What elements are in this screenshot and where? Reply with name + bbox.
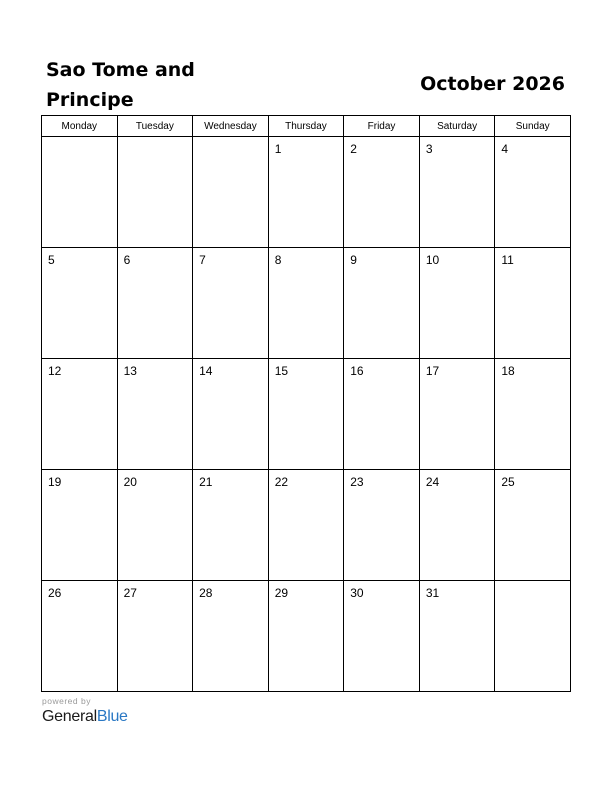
day-number: 28 (199, 586, 213, 600)
day-number: 30 (350, 586, 364, 600)
day-number: 25 (501, 475, 515, 489)
day-cell (344, 470, 420, 581)
brand-logo[interactable] (42, 707, 128, 727)
day-cell (495, 248, 571, 359)
brand-name-blue: Blue (96, 708, 128, 725)
day-cell (42, 248, 118, 359)
day-cell (344, 359, 420, 470)
day-number: 5 (48, 253, 55, 267)
day-number: 19 (48, 475, 62, 489)
day-number (495, 581, 570, 586)
day-cell (495, 137, 571, 248)
day-cell (344, 581, 420, 692)
day-cell (193, 359, 269, 470)
day-number: 12 (48, 364, 62, 378)
day-cell (419, 137, 495, 248)
day-number: 22 (274, 475, 289, 489)
day-cell (117, 248, 193, 359)
day-number: 7 (199, 253, 206, 267)
day-number: 18 (501, 364, 515, 378)
day-cell (42, 359, 118, 470)
day-number: 31 (425, 586, 440, 600)
day-number: 6 (123, 253, 131, 267)
weekday-header: Tuesday (117, 116, 193, 137)
day-number: 11 (501, 253, 514, 267)
day-cell (419, 581, 495, 692)
weekday-header: Sunday (495, 116, 571, 137)
day-cell (495, 359, 571, 470)
day-cell (117, 581, 193, 692)
day-number: 17 (425, 364, 440, 378)
day-number: 14 (199, 364, 213, 378)
day-number: 26 (48, 586, 62, 600)
day-cell (495, 581, 571, 692)
powered-by-label: powered by (42, 696, 91, 706)
day-cell (268, 581, 344, 692)
day-number (118, 137, 193, 142)
week-row (42, 137, 571, 248)
day-number: 13 (123, 364, 137, 378)
day-number: 29 (274, 586, 289, 600)
week-row (42, 248, 571, 359)
footer-branding (42, 696, 128, 727)
day-number: 20 (123, 475, 137, 489)
day-cell (117, 359, 193, 470)
day-number (193, 137, 268, 142)
day-number: 3 (425, 142, 433, 156)
day-cell (268, 359, 344, 470)
month-title: October 2026 (420, 73, 565, 95)
weekday-header: Wednesday (193, 116, 269, 137)
day-number: 9 (350, 253, 357, 267)
day-number: 1 (274, 142, 282, 156)
day-number: 16 (350, 364, 364, 378)
weekday-header: Saturday (419, 116, 495, 137)
week-row (42, 470, 571, 581)
day-cell (193, 248, 269, 359)
day-number: 2 (350, 142, 357, 156)
weekday-header-row (42, 116, 571, 137)
day-number: 8 (274, 253, 282, 267)
day-cell (42, 581, 118, 692)
day-cell (42, 137, 118, 248)
day-cell (268, 137, 344, 248)
day-cell (344, 248, 420, 359)
day-cell (268, 248, 344, 359)
day-cell (495, 470, 571, 581)
day-number: 21 (199, 475, 213, 489)
day-number (42, 137, 117, 142)
week-row (42, 581, 571, 692)
day-cell (419, 470, 495, 581)
weekday-header: Friday (344, 116, 420, 137)
day-cell (193, 137, 269, 248)
day-cell (419, 359, 495, 470)
day-cell (117, 137, 193, 248)
day-cell (193, 470, 269, 581)
calendar-grid (41, 115, 571, 692)
country-title: Sao Tome and Principe (46, 59, 195, 111)
day-number: 15 (274, 364, 289, 378)
day-cell (344, 137, 420, 248)
day-number: 10 (425, 253, 440, 267)
day-number: 23 (350, 475, 364, 489)
day-number: 24 (425, 475, 440, 489)
day-number: 27 (123, 586, 137, 600)
day-cell (42, 470, 118, 581)
week-row (42, 359, 571, 470)
brand-name-general: General (42, 708, 97, 725)
day-cell (193, 581, 269, 692)
day-cell (117, 470, 193, 581)
weekday-header: Monday (42, 116, 118, 137)
day-cell (419, 248, 495, 359)
day-cell (268, 470, 344, 581)
day-number: 4 (501, 142, 509, 156)
weekday-header: Thursday (268, 116, 344, 137)
